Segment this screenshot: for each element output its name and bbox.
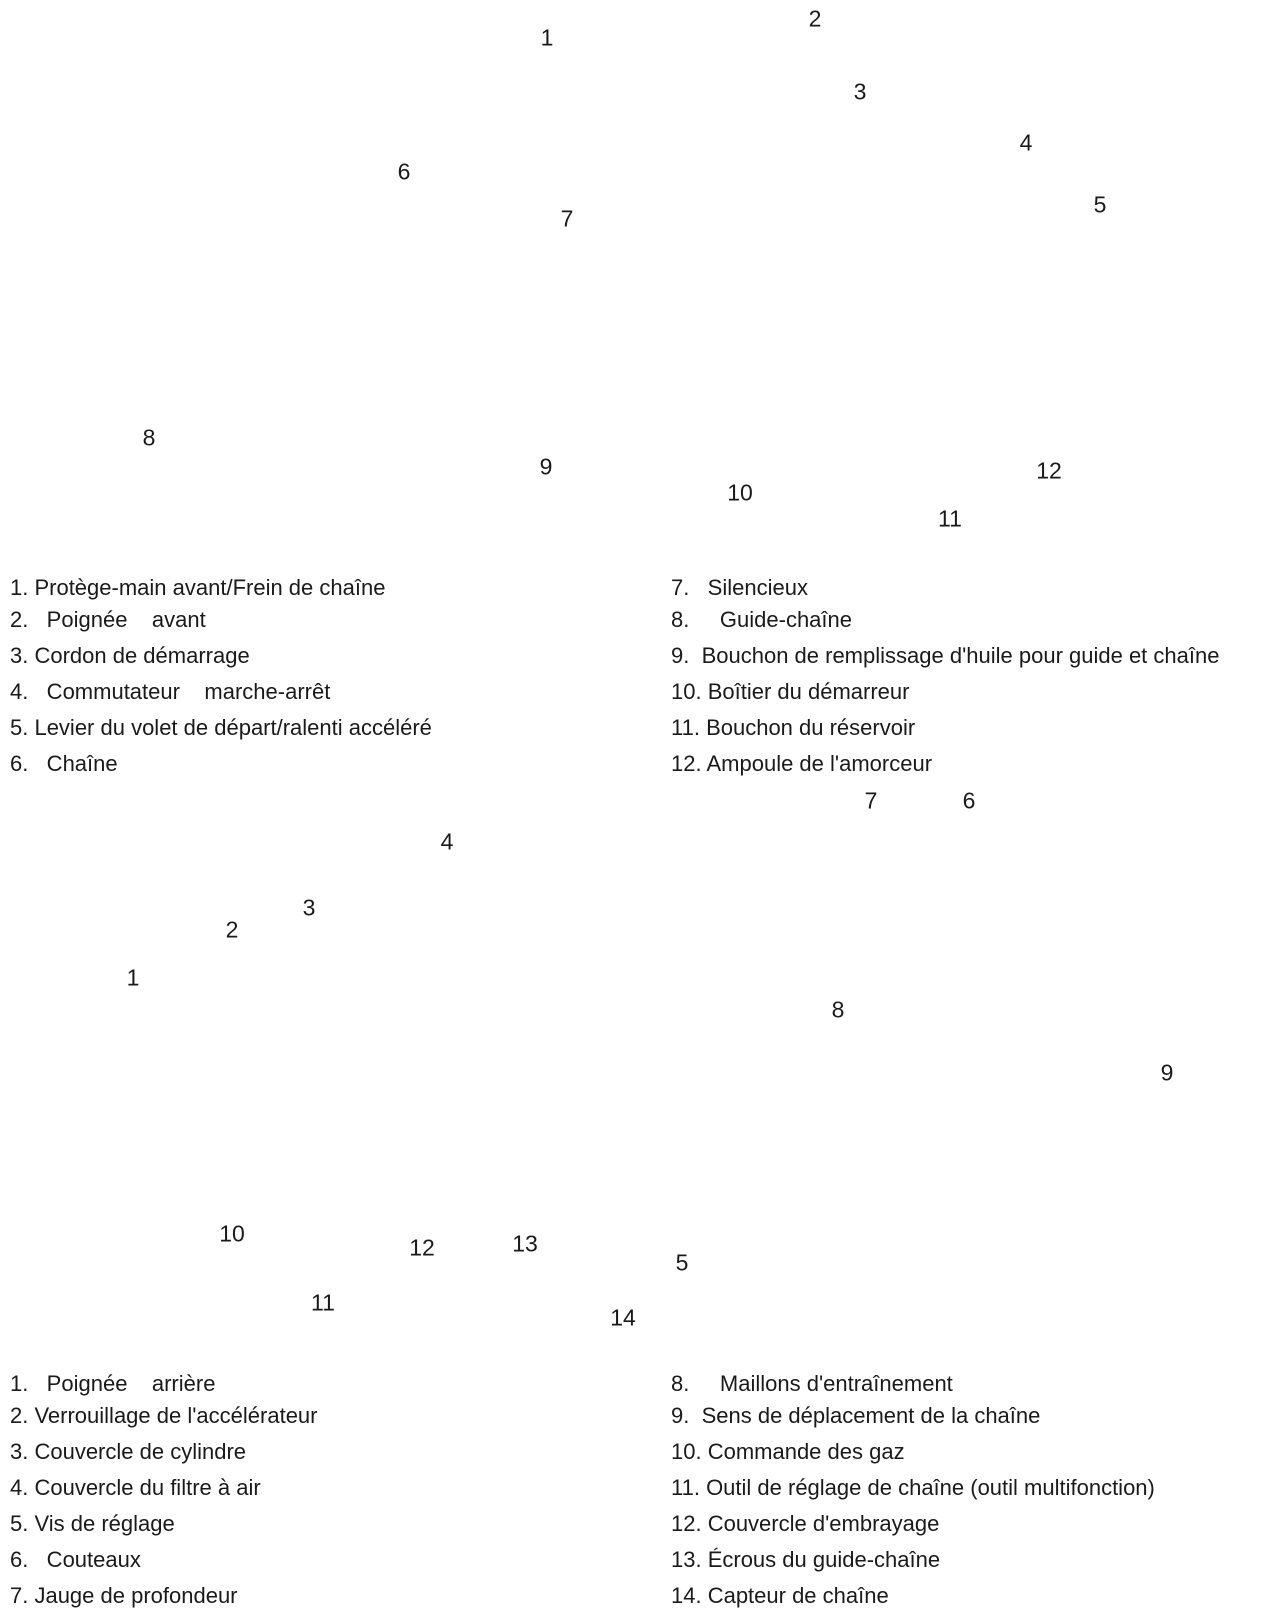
d1-callout-2: 2 [808,5,822,32]
d2-callout-7: 7 [864,787,878,814]
legend-1-item: 9. Bouchon de remplissage d'huile pour guide et chaîne [671,643,1220,668]
d2-callout-10: 10 [219,1220,245,1247]
d1-callout-4: 4 [1019,129,1033,156]
legend-1-item: 10. Boîtier du démarreur [671,679,910,704]
legend-2-item: 11. Outil de réglage de chaîne (outil multifonction) [671,1475,1155,1500]
d2-callout-2: 2 [225,916,239,943]
d1-callout-6: 6 [397,158,411,185]
d1-callout-5: 5 [1093,191,1107,218]
d1-callout-10: 10 [727,479,753,506]
d1-callout-8: 8 [142,424,156,451]
d2-callout-5: 5 [675,1249,689,1276]
d2-callout-13: 13 [512,1230,538,1257]
legend-1-item: 4. Commutateur marche-arrêt [10,679,331,704]
d2-callout-6: 6 [962,787,976,814]
legend-1-item: 2. Poignée avant [10,607,206,632]
d1-callout-3: 3 [853,78,867,105]
d1-callout-1: 1 [540,24,554,51]
legend-1-item: 1. Protège-main avant/Frein de chaîne [10,575,386,600]
legend-2-item: 10. Commande des gaz [671,1439,905,1464]
d1-callout-9: 9 [539,453,553,480]
legend-2-item: 7. Jauge de profondeur [10,1583,238,1608]
legend-2-item: 6. Couteaux [10,1547,141,1572]
d1-callout-11: 11 [938,505,962,532]
legend-2-item: 5. Vis de réglage [10,1511,175,1536]
legend-2-item: 2. Verrouillage de l'accélérateur [10,1403,318,1428]
d2-callout-14: 14 [610,1304,636,1331]
legend-2-item: 3. Couvercle de cylindre [10,1439,247,1464]
d2-callout-11: 11 [311,1289,335,1316]
d2-callout-12: 12 [409,1234,435,1261]
d2-callout-4: 4 [440,828,454,855]
d1-callout-7: 7 [560,205,574,232]
legend-1-item: 8. Guide-chaîne [671,607,852,632]
d2-callout-1: 1 [126,964,140,991]
d2-callout-3: 3 [302,894,316,921]
legend-2-item: 1. Poignée arrière [10,1371,216,1396]
legend-1-item: 5. Levier du volet de départ/ralenti accéléré [10,715,432,740]
d2-callout-8: 8 [831,996,845,1023]
legend-1-item: 12. Ampoule de l'amorceur [671,751,933,776]
d1-callout-12: 12 [1036,457,1062,484]
legend-2-item: 12. Couvercle d'embrayage [671,1511,940,1536]
legend-2-item: 14. Capteur de chaîne [671,1583,889,1608]
legend-2-item: 13. Écrous du guide-chaîne [671,1547,941,1572]
legend-2-item: 4. Couvercle du filtre à air [10,1475,261,1500]
legend-1-item: 3. Cordon de démarrage [10,643,250,668]
legend-1-item: 6. Chaîne [10,751,118,776]
legend-1-item: 11. Bouchon du réservoir [671,715,916,740]
legend-2-item: 8. Maillons d'entraînement [671,1371,953,1396]
d2-callout-9: 9 [1160,1059,1174,1086]
legend-2-item: 9. Sens de déplacement de la chaîne [671,1403,1041,1428]
legend-1-item: 7. Silencieux [671,575,808,600]
